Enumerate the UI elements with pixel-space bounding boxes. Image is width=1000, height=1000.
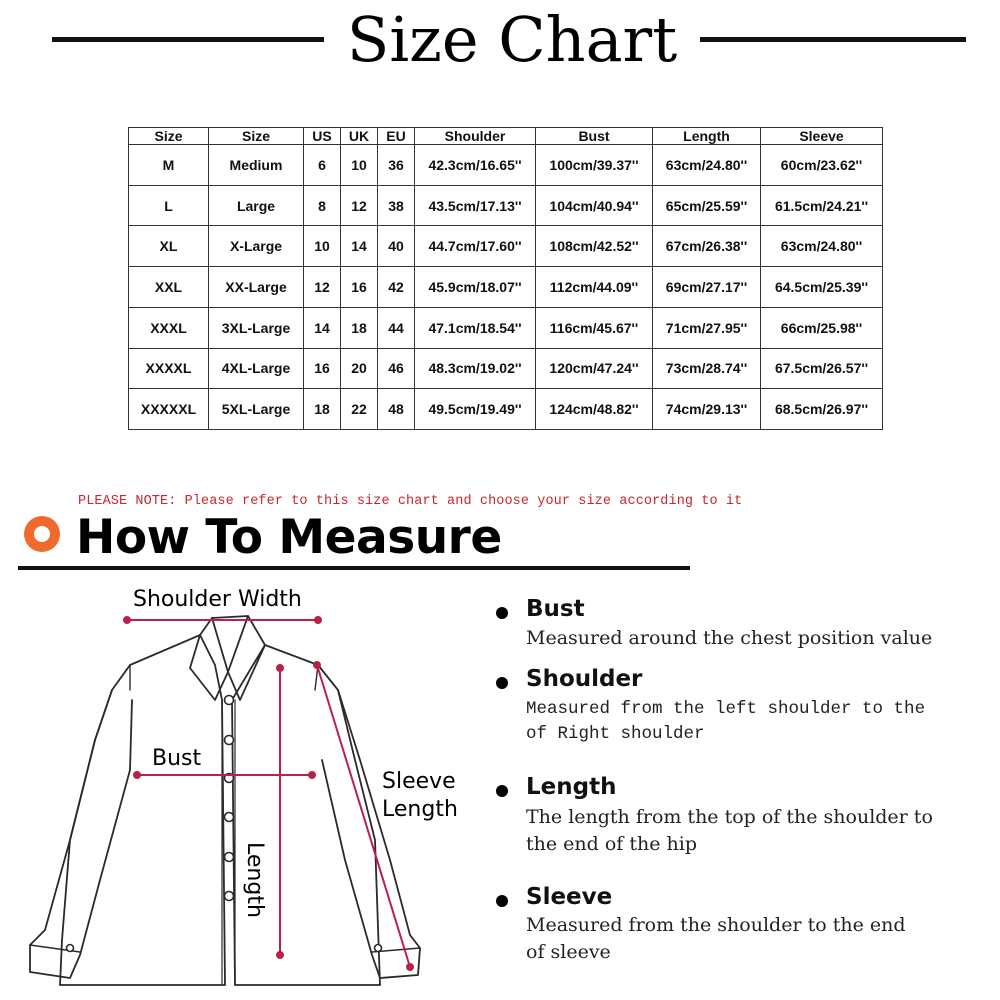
header-length: Length [653,128,761,145]
cell-bust: 116cm/45.67'' [536,307,653,348]
definition-name: Bust [526,596,585,622]
definition-desc-line-2: of Right shoulder [526,724,705,744]
header-shoulder: Shoulder [415,128,536,145]
cell-length: 74cm/29.13'' [653,389,761,430]
cell-shoulder: 48.3cm/19.02'' [415,348,536,389]
table-row [129,185,883,226]
cell-us: 14 [304,307,341,348]
cell-size-code: L [129,185,209,226]
definition-desc-line-1: Measured from the shoulder to the end [526,914,906,936]
title-rule-left [52,37,324,42]
cell-size-name: X-Large [209,226,304,267]
cell-us: 12 [304,267,341,308]
sleeve-length-label [382,768,472,824]
cell-uk: 10 [341,145,378,186]
length-label: Length [242,842,267,918]
definition-desc-line-2: of sleeve [526,941,611,963]
cell-bust: 124cm/48.82'' [536,389,653,430]
shirt-collar-inner [212,616,248,672]
cell-bust: 100cm/39.37'' [536,145,653,186]
cell-size-code: XXL [129,267,209,308]
cell-length: 67cm/26.38'' [653,226,761,267]
sleeve-label-line-2: Length [382,797,458,822]
header-sleeve: Sleeve [761,128,883,145]
size-note: PLEASE NOTE: Please refer to this size chart and choose your size according to it [78,494,743,509]
header-bust: Bust [536,128,653,145]
sleeve-label-line-1: Sleeve [382,769,456,794]
definition-name: Shoulder [526,666,643,692]
cell-bust: 104cm/40.94'' [536,185,653,226]
cell-sleeve: 67.5cm/26.57'' [761,348,883,389]
table-header-row [129,128,883,145]
cell-shoulder: 49.5cm/19.49'' [415,389,536,430]
cell-sleeve: 64.5cm/25.39'' [761,267,883,308]
cell-eu: 42 [378,267,415,308]
cell-length: 63cm/24.80'' [653,145,761,186]
cell-uk: 18 [341,307,378,348]
cell-size-code: XXXXL [129,348,209,389]
cell-size-name: Medium [209,145,304,186]
orange-ring-icon [24,516,60,552]
cell-size-code: XXXXXL [129,389,209,430]
section-rule [18,566,690,570]
bullet-icon [496,785,508,797]
shirt-left-panel [60,635,225,985]
header-size-name: Size [209,128,304,145]
cell-bust: 108cm/42.52'' [536,226,653,267]
cell-eu: 40 [378,226,415,267]
bust-label: Bust [152,746,202,771]
shirt-collar [190,616,265,700]
cell-eu: 46 [378,348,415,389]
cell-size-name: Large [209,185,304,226]
title-row [0,0,1000,80]
title-rule-right [700,37,966,42]
page-title: Size Chart [346,3,678,76]
definition-desc-line-1: Measured from the left shoulder to the [526,699,926,719]
table-row [129,226,883,267]
cell-us: 6 [304,145,341,186]
cell-uk: 22 [341,389,378,430]
cell-sleeve: 61.5cm/24.21'' [761,185,883,226]
cell-uk: 12 [341,185,378,226]
definition-name: Sleeve [526,884,613,910]
cell-us: 16 [304,348,341,389]
cell-eu: 36 [378,145,415,186]
bullet-icon [496,607,508,619]
cell-shoulder: 42.3cm/16.65'' [415,145,536,186]
cell-us: 8 [304,185,341,226]
table-row [129,348,883,389]
cell-shoulder: 43.5cm/17.13'' [415,185,536,226]
shirt-left-sleeve [30,690,132,978]
header-eu: EU [378,128,415,145]
cell-eu: 48 [378,389,415,430]
table-row [129,145,883,186]
header-uk: UK [341,128,378,145]
cell-bust: 112cm/44.09'' [536,267,653,308]
cell-length: 69cm/27.17'' [653,267,761,308]
size-table [128,127,883,430]
cell-eu: 38 [378,185,415,226]
cell-sleeve: 60cm/23.62'' [761,145,883,186]
cell-us: 18 [304,389,341,430]
cell-shoulder: 47.1cm/18.54'' [415,307,536,348]
cell-sleeve: 63cm/24.80'' [761,226,883,267]
cell-shoulder: 44.7cm/17.60'' [415,226,536,267]
definition-desc: Measured around the chest position value [526,627,933,649]
cell-size-name: 3XL-Large [209,307,304,348]
cell-size-name: 5XL-Large [209,389,304,430]
cell-sleeve: 66cm/25.98'' [761,307,883,348]
cell-us: 10 [304,226,341,267]
cell-length: 71cm/27.95'' [653,307,761,348]
cell-size-code: XL [129,226,209,267]
definition-desc-line-1: The length from the top of the shoulder to [526,806,933,828]
cell-bust: 120cm/47.24'' [536,348,653,389]
cell-uk: 14 [341,226,378,267]
cell-size-name: XX-Large [209,267,304,308]
bullet-icon [496,895,508,907]
cell-shoulder: 45.9cm/18.07'' [415,267,536,308]
table-row [129,307,883,348]
table-row [129,389,883,430]
header-size-code: Size [129,128,209,145]
cell-uk: 16 [341,267,378,308]
shoulder-width-label: Shoulder Width [133,587,302,612]
cell-sleeve: 68.5cm/26.97'' [761,389,883,430]
cell-size-code: XXXL [129,307,209,348]
definition-name: Length [526,774,617,800]
bullet-icon [496,677,508,689]
section-title: How To Measure [76,510,502,565]
header-us: US [304,128,341,145]
cell-size-name: 4XL-Large [209,348,304,389]
cell-uk: 20 [341,348,378,389]
cell-eu: 44 [378,307,415,348]
shirt-right-panel [232,645,380,985]
cell-size-code: M [129,145,209,186]
table-row [129,267,883,308]
cell-length: 65cm/25.59'' [653,185,761,226]
cell-length: 73cm/28.74'' [653,348,761,389]
definition-desc-line-2: the end of the hip [526,833,697,855]
